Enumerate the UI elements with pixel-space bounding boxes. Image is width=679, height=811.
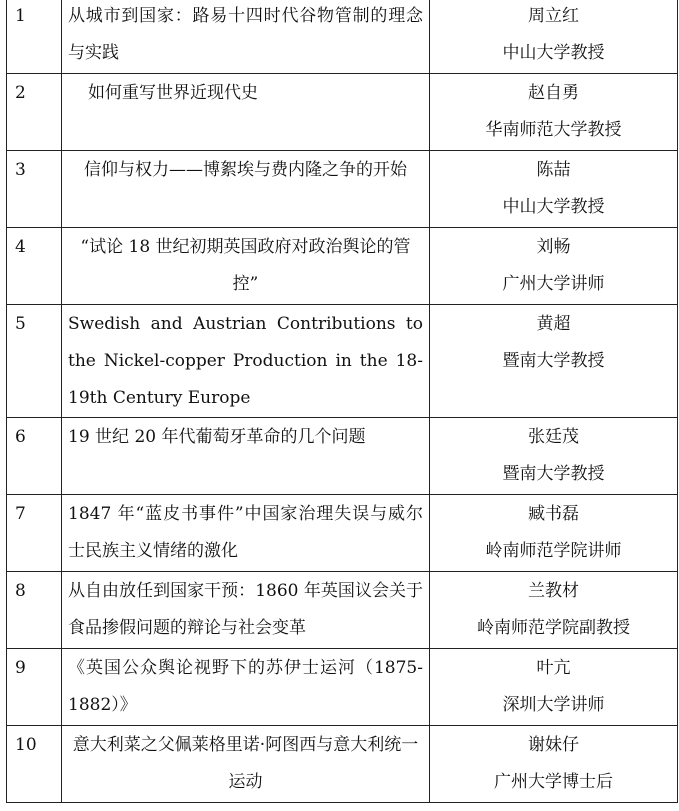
speaker-cell [430,572,678,649]
table-row [7,572,678,649]
row-number: 7 [7,495,62,572]
talks-table [6,0,678,803]
row-number: 6 [7,418,62,495]
speaker-name: 谢妹仔 [528,735,579,755]
speaker-affiliation: 中山大学教授 [502,43,605,63]
speaker-affiliation: 广州大学博士后 [494,772,613,792]
speaker-cell [430,228,678,305]
talk-title: 如何重写世界近现代史 [88,83,258,103]
speaker-affiliation: 广州大学讲师 [502,274,605,294]
row-number: 4 [7,228,62,305]
row-number: 2 [7,74,62,151]
talk-title: 意大利菜之父佩莱格里诺·阿图西与意大利统一运动 [62,726,430,803]
table-row [7,649,678,726]
talk-title: “试论 18 世纪初期英国政府对政治舆论的管控” [62,228,430,305]
speaker-name: 周立红 [528,6,579,26]
table-row [7,726,678,803]
talk-title-cell [62,74,430,151]
table-row [7,74,678,151]
talk-title: 从自由放任到国家干预：1860 年英国议会关于食品掺假问题的辩论与社会变革 [62,572,430,649]
talk-title: 1847 年“蓝皮书事件”中国家治理失误与威尔士民族主义情绪的激化 [62,495,430,572]
speaker-affiliation: 中山大学教授 [502,197,605,217]
speaker-name: 赵自勇 [528,83,579,103]
table-row [7,418,678,495]
speaker-cell [430,649,678,726]
speaker-name: 陈喆 [536,160,571,180]
speaker-cell [430,495,678,572]
speaker-cell [430,151,678,228]
row-number: 8 [7,572,62,649]
row-number: 9 [7,649,62,726]
speaker-name: 兰教材 [528,581,579,601]
speaker-cell [430,418,678,495]
speaker-cell [430,305,678,418]
speaker-affiliation: 华南师范大学教授 [485,120,622,140]
speaker-name: 臧书磊 [528,504,579,524]
table-row [7,0,678,74]
table-row [7,228,678,305]
speaker-cell [430,0,678,74]
talk-title: 信仰与权力——博絮埃与费内隆之争的开始 [62,151,430,228]
row-number: 3 [7,151,62,228]
speaker-name: 张廷茂 [528,427,579,447]
speaker-name: 黄超 [536,314,571,334]
speaker-name: 刘畅 [536,237,571,257]
row-number: 10 [7,726,62,803]
talk-title: Swedish and Austrian Contributions to the Nickel-copper Production in the 18-19th Century Europe [62,305,430,418]
row-number: 5 [7,305,62,418]
talk-title: 19 世纪 20 年代葡萄牙革命的几个问题 [62,418,430,495]
speaker-affiliation: 岭南师范学院讲师 [485,541,622,561]
speaker-affiliation: 暨南大学教授 [502,464,605,484]
speaker-cell [430,74,678,151]
talk-title: 从城市到国家：路易十四时代谷物管制的理念与实践 [62,0,430,74]
speaker-affiliation: 岭南师范学院副教授 [477,618,630,638]
row-number: 1 [7,0,62,74]
speaker-cell [430,726,678,803]
table-row [7,151,678,228]
talk-title: 《英国公众舆论视野下的苏伊士运河（1875-1882）》 [62,649,430,726]
table-row [7,495,678,572]
speaker-name: 叶亢 [536,658,571,678]
table-row [7,305,678,418]
speaker-affiliation: 深圳大学讲师 [502,695,605,715]
speaker-affiliation: 暨南大学教授 [502,351,605,371]
